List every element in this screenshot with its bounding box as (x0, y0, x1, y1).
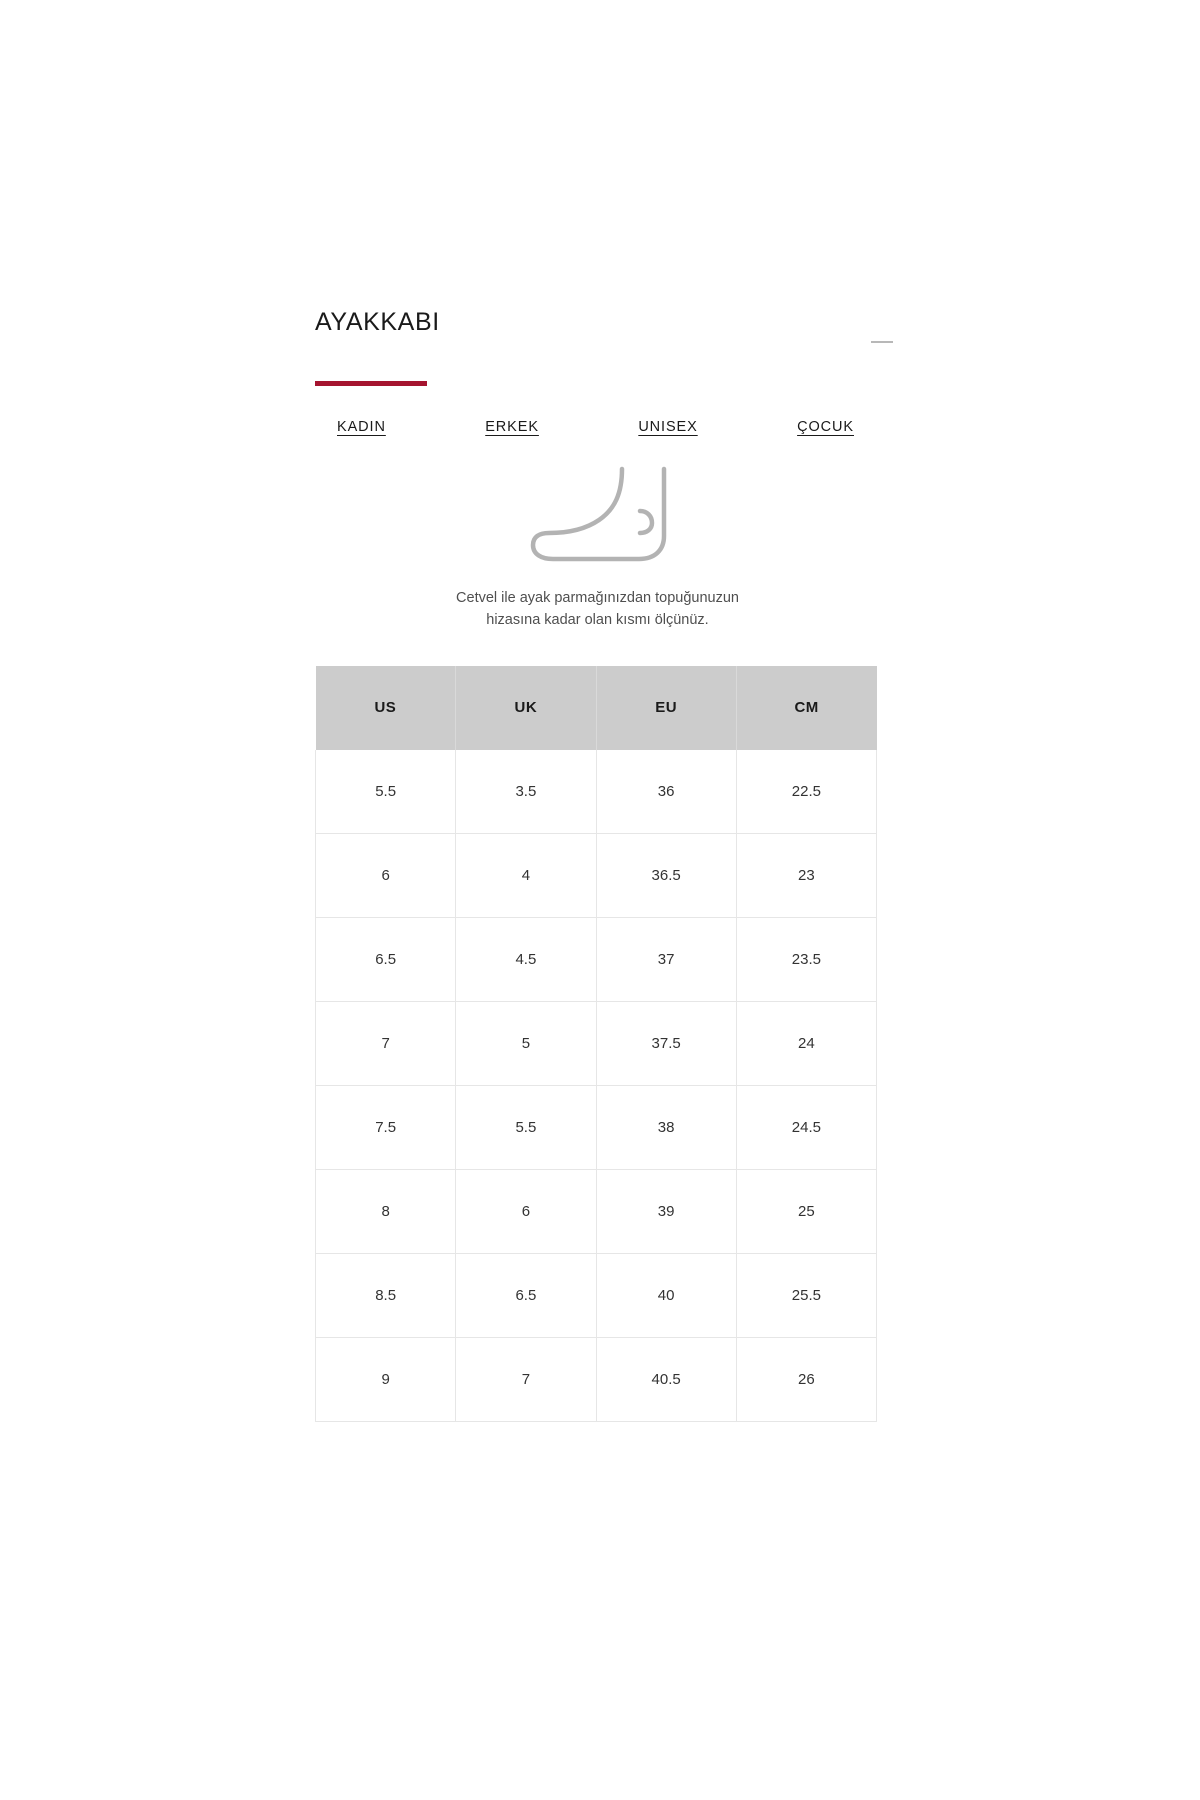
category-tabs (315, 419, 880, 435)
minus-icon (871, 341, 893, 343)
column-header-uk: UK (456, 666, 596, 750)
cell-us: 6 (316, 834, 456, 918)
cell-cm: 24 (736, 1002, 876, 1086)
table-row (316, 1086, 877, 1170)
cell-eu: 38 (596, 1086, 736, 1170)
instructions-line-2: hizasına kadar olan kısmı ölçünüz. (486, 612, 709, 629)
table-header-row (316, 666, 877, 750)
table-row (316, 1002, 877, 1086)
panel-header (315, 310, 880, 352)
cell-uk: 6.5 (456, 1254, 596, 1338)
cell-eu: 39 (596, 1170, 736, 1254)
cell-uk: 7 (456, 1338, 596, 1422)
size-chart-table (315, 666, 877, 1423)
cell-uk: 5.5 (456, 1086, 596, 1170)
column-header-us: US (316, 666, 456, 750)
tab-unisex[interactable]: UNISEX (638, 419, 698, 435)
cell-uk: 5 (456, 1002, 596, 1086)
tab-kadin[interactable]: KADIN (337, 419, 386, 435)
cell-us: 6.5 (316, 918, 456, 1002)
cell-eu: 36.5 (596, 834, 736, 918)
cell-us: 5.5 (316, 750, 456, 834)
cell-us: 7 (316, 1002, 456, 1086)
cell-eu: 40 (596, 1254, 736, 1338)
cell-cm: 24.5 (736, 1086, 876, 1170)
cell-us: 8 (316, 1170, 456, 1254)
table-row (316, 1338, 877, 1422)
cell-uk: 3.5 (456, 750, 596, 834)
cell-eu: 37 (596, 918, 736, 1002)
cell-uk: 4 (456, 834, 596, 918)
cell-us: 7.5 (316, 1086, 456, 1170)
cell-uk: 4.5 (456, 918, 596, 1002)
cell-us: 9 (316, 1338, 456, 1422)
accent-underline (315, 381, 427, 386)
cell-uk: 6 (456, 1170, 596, 1254)
measure-instructions (315, 587, 880, 632)
table-row (316, 1170, 877, 1254)
cell-cm: 25 (736, 1170, 876, 1254)
foot-side-profile-icon (523, 463, 673, 571)
table-row (316, 750, 877, 834)
cell-cm: 22.5 (736, 750, 876, 834)
cell-cm: 26 (736, 1338, 876, 1422)
cell-eu: 37.5 (596, 1002, 736, 1086)
illustration-area (315, 463, 880, 571)
table-header (316, 666, 877, 750)
tab-cocuk[interactable]: ÇOCUK (797, 419, 854, 435)
table-row (316, 1254, 877, 1338)
cell-eu: 40.5 (596, 1338, 736, 1422)
cell-us: 8.5 (316, 1254, 456, 1338)
cell-cm: 23.5 (736, 918, 876, 1002)
cell-eu: 36 (596, 750, 736, 834)
cell-cm: 23 (736, 834, 876, 918)
table-body (316, 750, 877, 1422)
cell-cm: 25.5 (736, 1254, 876, 1338)
table-row (316, 918, 877, 1002)
table-row (316, 834, 877, 918)
instructions-line-1: Cetvel ile ayak parmağınızdan topuğunuzun (456, 590, 739, 606)
tab-erkek[interactable]: ERKEK (485, 419, 539, 435)
column-header-cm: CM (736, 666, 876, 750)
column-header-eu: EU (596, 666, 736, 750)
collapse-button[interactable] (866, 326, 898, 358)
size-guide-panel (315, 310, 880, 1422)
page-title: AYAKKABI (315, 308, 440, 336)
